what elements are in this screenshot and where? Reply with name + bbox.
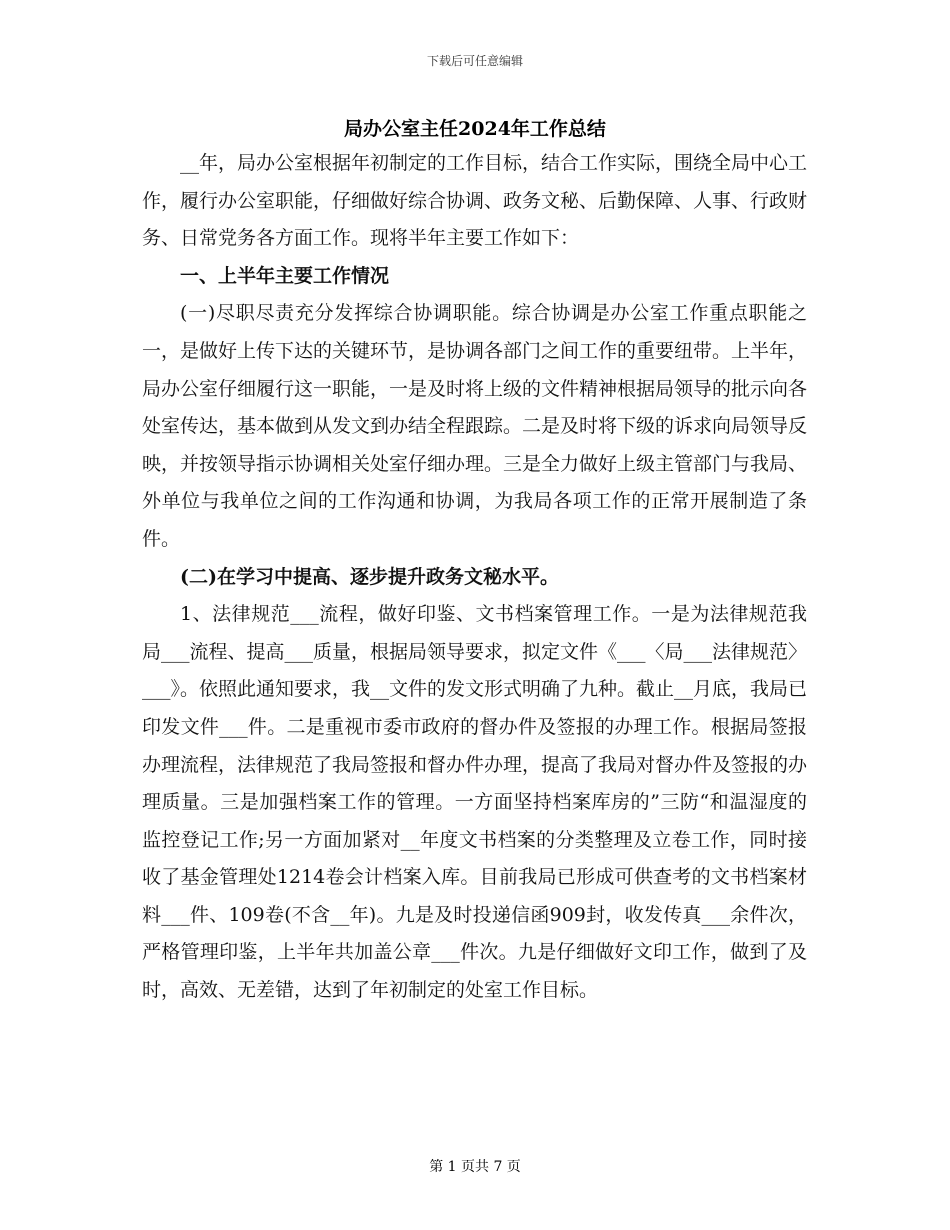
document-title: 局办公室主任2024年工作总结 [344, 118, 606, 140]
item-one-paragraph: (一)尽职尽责充分发挥综合协调职能。综合协调是办公室工作重点职能之一，是做好上传下达的关键环节，是协调各部门之间工作的重要纽带。上半年，局办公室仔细履行这一职能，一是及时将上级的文件精神根据局领导的批示向各处室传达，基本做到从发文到办结全程跟踪。二是及时将下级的诉求向局领导反映，并按领导指示协调相关处室仔细办理。三是全力做好上级主管部门与我局、外单位与我单位之间的工作沟通和协调，为我局各项工作的正常开展制造了条件。 [142, 302, 808, 550]
intro-paragraph: __年，局办公室根据年初制定的工作目标，结合工作实际，围绕全局中心工作，履行办公室职能，仔细做好综合协调、政务文秘、后勤保障、人事、行政财务、日常党务各方面工作。现将半年主要工作如下： [142, 152, 808, 250]
item-two-heading: (二)在学习中提高、逐步提升政务文秘水平。 [180, 565, 559, 588]
document-body [142, 145, 807, 1010]
page-number-footer: 第 1 页共 7 页 [429, 1159, 521, 1175]
section-heading: 一、上半年主要工作情况 [180, 264, 390, 287]
item-two-sub-paragraph: 1、法律规范___流程，做好印鉴、文书档案管理工作。一是为法律规范我局___流程、提高___质量，根据局领导要求，拟定文件《___〈局___法律规范〉___》。依照此通知要求，我__文件的发文形式明确了九种。截止__月底，我局已印发文件___件。二是重视市委市政府的督办件及签报的办理工作。根据局签报办理流程，法律规范了我局签报和督办件办理，提高了我局对督办件及签报的办理质量。三是加强档案工作的管理。一方面坚持档案库房的”三防“和温湿度的监控登记工作;另一方面加紧对__年度文书档案的分类整理及立卷工作，同时接收了基金管理处1214卷会计档案入库。目前我局已形成可供查考的文书档案材料___件、109卷(不含__年)。九是及时投递信函909封，收发传真___余件次，严格管理印鉴，上半年共加盖公章___件次。九是仔细做好文印工作，做到了及时，高效、无差错，达到了年初制定的处室工作目标。 [142, 603, 808, 1002]
page-header: 下载后可任意编辑 [426, 54, 523, 68]
